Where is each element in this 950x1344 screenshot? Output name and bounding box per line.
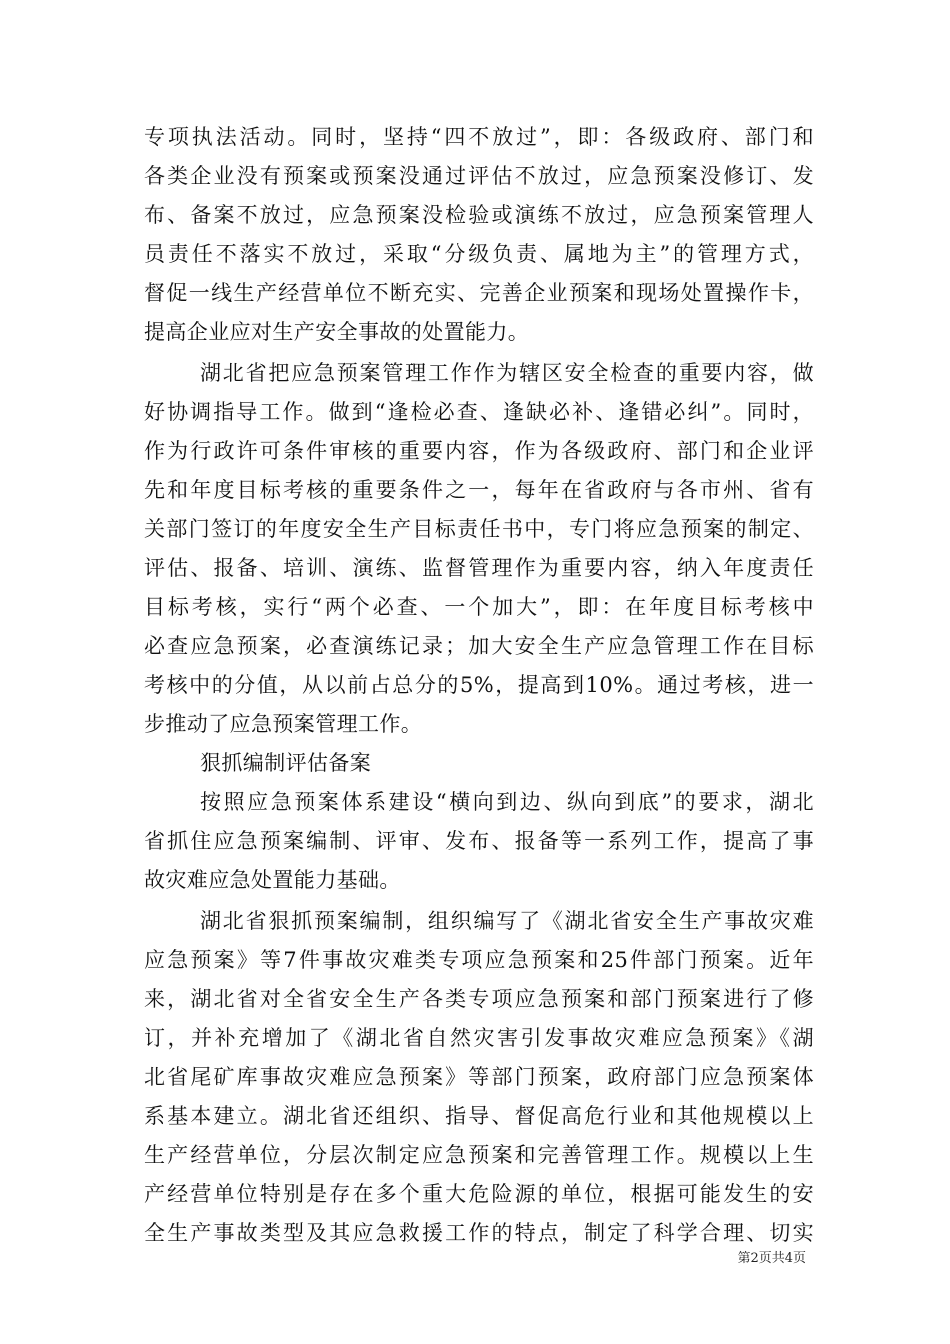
text-line: 按照应急预案体系建设“横向到边、纵向到底”的要求，湖北 — [200, 790, 814, 814]
text-line: 湖北省狠抓预案编制，组织编写了《湖北省安全生产事故灾难 — [200, 909, 814, 933]
text-line: 省抓住应急预案编制、评审、发布、报备等一系列工作，提高了事 — [144, 829, 814, 853]
paragraph-2 — [144, 354, 814, 744]
text-line: 各类企业没有预案或预案没通过评估不放过，应急预案没修订、发 — [144, 164, 814, 188]
text-line: 湖北省把应急预案管理工作作为辖区安全检查的重要内容，做 — [200, 361, 814, 385]
text-line: 员责任不落实不放过，采取“分级负责、属地为主”的管理方式， — [144, 242, 814, 266]
text-line: 应急预案》等7件事故灾难类专项应急预案和25件部门预案。近年 — [144, 948, 814, 972]
text-line: 布、备案不放过，应急预案没检验或演练不放过，应急预案管理人 — [144, 203, 814, 227]
text-line: 步推动了应急预案管理工作。 — [144, 712, 423, 736]
text-line: 督促一线生产经营单位不断充实、完善企业预案和现场处置操作卡， — [144, 281, 814, 305]
text-line: 先和年度目标考核的重要条件之一，每年在省政府与各市州、省有 — [144, 478, 814, 502]
paragraph-1 — [144, 118, 814, 352]
text-line: 全生产事故类型及其应急救援工作的特点，制定了科学合理、切实 — [144, 1221, 814, 1245]
text-line: 提高企业应对生产安全事故的处置能力。 — [144, 320, 530, 344]
text-line: 考核中的分值，从以前占总分的5%，提高到10%。通过考核，进一 — [144, 673, 814, 697]
text-line: 目标考核，实行“两个必查、一个加大”，即：在年度目标考核中 — [144, 595, 814, 619]
text-line: 北省尾矿库事故灾难应急预案》等部门预案，政府部门应急预案体 — [144, 1065, 814, 1089]
text-line: 来，湖北省对全省安全生产各类专项应急预案和部门预案进行了修 — [144, 987, 814, 1011]
text-line: 必查应急预案，必查演练记录；加大安全生产应急管理工作在目标 — [144, 634, 814, 658]
text-line: 订，并补充增加了《湖北省自然灾害引发事故灾难应急预案》《湖 — [144, 1026, 814, 1050]
paragraph-4 — [144, 902, 814, 1253]
text-line: 产经营单位特别是存在多个重大危险源的单位，根据可能发生的安 — [144, 1182, 814, 1206]
text-line: 系基本建立。湖北省还组织、指导、督促高危行业和其他规模以上 — [144, 1104, 814, 1128]
text-line: 好协调指导工作。做到“逢检必查、逢缺必补、逢错必纠”。同时， — [144, 400, 814, 424]
text-line: 作为行政许可条件审核的重要内容，作为各级政府、部门和企业评 — [144, 439, 814, 463]
text-line: 生产经营单位，分层次制定应急预案和完善管理工作。规模以上生 — [144, 1143, 814, 1167]
section-heading: 狠抓编制评估备案 — [200, 751, 372, 775]
text-line: 评估、报备、培训、演练、监督管理作为重要内容，纳入年度责任 — [144, 556, 814, 580]
paragraph-3 — [144, 783, 814, 900]
text-line: 专项执法活动。同时，坚持“四不放过”，即：各级政府、部门和 — [144, 125, 814, 149]
page-number-footer: 第2页共4页 — [737, 1251, 806, 1266]
text-line: 故灾难应急处置能力基础。 — [144, 868, 401, 892]
text-line: 关部门签订的年度安全生产目标责任书中，专门将应急预案的制定、 — [144, 517, 814, 541]
document-body — [144, 118, 814, 1253]
